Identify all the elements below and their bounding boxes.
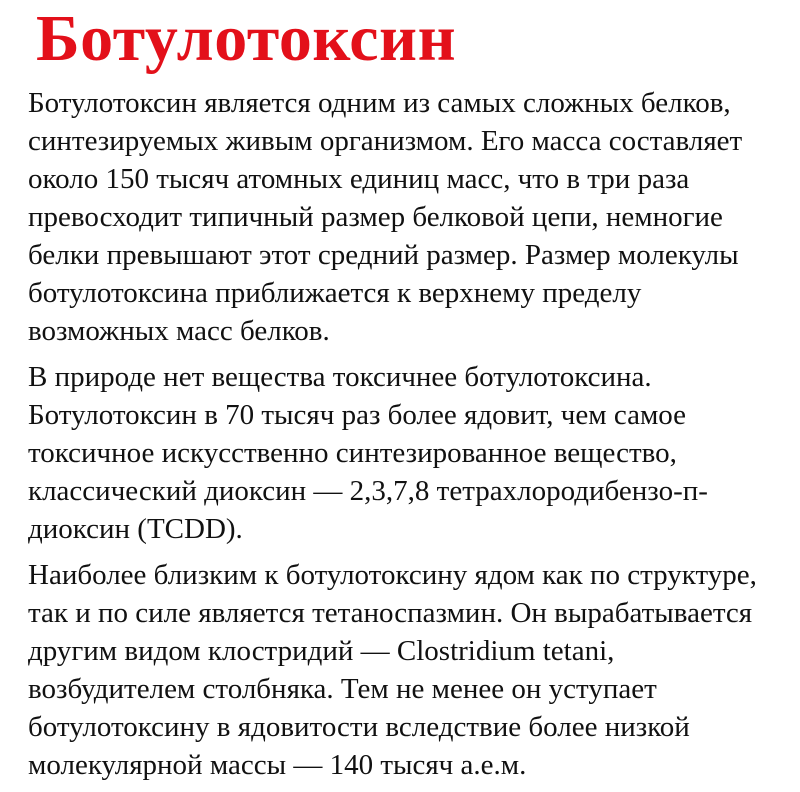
text-line: около 150 тысяч атомных единиц масс, что в три раза [28, 163, 690, 195]
text-line: синтезируемых живым организмом. Его масса составляет [28, 125, 743, 157]
text-line: В природе нет вещества токсичнее ботулотоксина. [28, 361, 652, 393]
paragraph-botulinum-complexity [28, 84, 798, 350]
text-line: молекулярной массы — 140 тысяч а.е.м. [28, 749, 527, 781]
body-text [28, 84, 798, 792]
text-line: Ботулотоксин является одним из самых сложных белков, [28, 87, 731, 119]
text-line: ботулотоксина приближается к верхнему пределу [28, 277, 642, 309]
text-line: белки превышают этот средний размер. Размер молекулы [28, 239, 739, 271]
page-title: Ботулотоксин [36, 2, 457, 75]
text-line: возбудителем столбняка. Тем не менее он уступает [28, 673, 657, 705]
text-line: другим видом клостридий — Clostridium tetani, [28, 635, 615, 667]
text-line: классический диоксин — 2,3,7,8 тетрахлородибензо-п- [28, 475, 708, 507]
text-line: Наиболее близким к ботулотоксину ядом как по структуре, [28, 559, 757, 591]
text-line: диоксин (TCDD). [28, 513, 243, 545]
paragraph-tetanospasmin [28, 556, 798, 784]
text-line: токсичное искусственно синтезированное вещество, [28, 437, 677, 469]
text-line: возможных масс белков. [28, 315, 330, 347]
text-line: ботулотоксину в ядовитости вследствие более низкой [28, 711, 690, 743]
text-line: превосходит типичный размер белковой цепи, немногие [28, 201, 723, 233]
text-line: Ботулотоксин в 70 тысяч раз более ядовит, чем самое [28, 399, 687, 431]
text-line: так и по силе является тетаноспазмин. Он вырабатывается [28, 597, 753, 629]
paragraph-toxicity [28, 358, 798, 548]
